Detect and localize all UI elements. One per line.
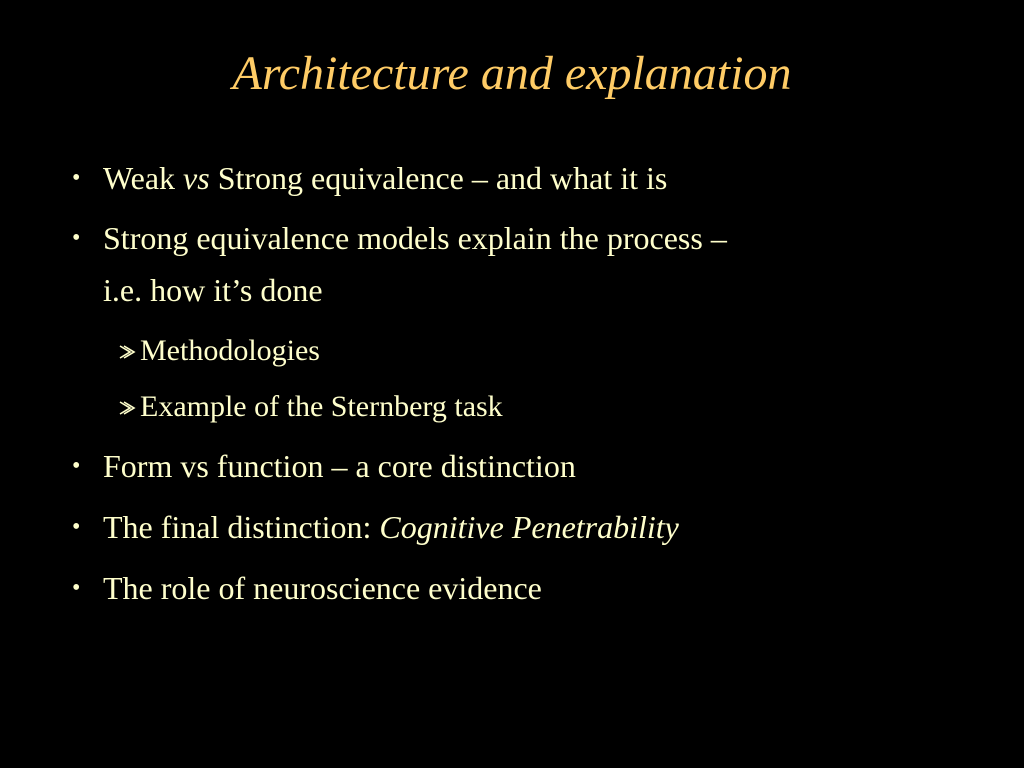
arrow-bullet-icon xyxy=(116,387,138,427)
bullet-dot-icon: • xyxy=(72,225,81,251)
bullet-text-italic: Cognitive Penetrability xyxy=(379,509,679,545)
bullet-text: The role of neuroscience evidence xyxy=(103,570,542,606)
bullet-dot-icon: • xyxy=(72,165,81,191)
arrow-bullet-icon xyxy=(116,331,138,371)
slide-title: Architecture and explanation xyxy=(232,47,792,100)
sub-bullet-text: Example of the Sternberg task xyxy=(140,390,503,423)
bullet-text: The final distinction: xyxy=(103,509,380,545)
sub-bullet-text: Methodologies xyxy=(140,334,320,367)
bullet-dot-icon: • xyxy=(72,514,81,540)
bullet-text: Form vs function – a core distinction xyxy=(103,448,576,484)
bullet-text: Strong equivalence models explain the process – xyxy=(103,220,727,256)
bullet-dot-icon: • xyxy=(72,453,81,479)
bullet-text: i.e. how it’s done xyxy=(103,272,323,308)
bullet-dot-icon: • xyxy=(72,575,81,601)
bullet-text: Weak xyxy=(103,160,184,196)
bullet-text-italic: vs xyxy=(183,160,210,196)
bullet-text: Strong equivalence – and what it is xyxy=(209,160,668,196)
